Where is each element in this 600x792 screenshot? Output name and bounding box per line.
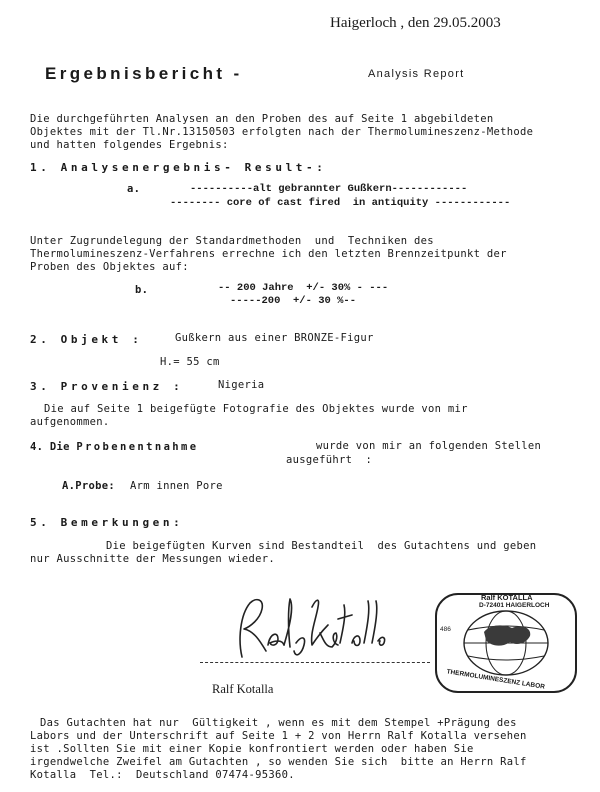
item-b-label: b. [135, 284, 149, 296]
section-4-heading-spaced: Probenentnahme [76, 441, 199, 453]
intro-line-1: Die durchgeführten Analysen an den Proben des auf Seite 1 abgebildeten [30, 113, 494, 125]
probe-value: Arm innen Pore [130, 480, 223, 492]
report-subtitle: Analysis Report [368, 68, 465, 80]
item-b-result-1: -- 200 Jahre +/- 30% - --- [218, 282, 389, 294]
method-line-1: Unter Zugrundelegung der Standardmethoden und Techniken des [30, 235, 434, 247]
report-title: Ergebnisbericht - [45, 64, 243, 83]
item-a-label: a. [127, 183, 141, 195]
item-a-result-de: ----------alt gebrannter Gußkern------------ [190, 183, 468, 195]
probe-label: A.Probe: [62, 480, 115, 492]
method-line-3: Proben des Objektes auf: [30, 261, 189, 273]
section-1-heading: 1. Analysenergebnis- Result-: [30, 161, 327, 174]
section-4-heading [30, 441, 198, 453]
stamp-bottom-text: THERMOLUMINESZENZ LABOR [446, 668, 546, 691]
sampling-text-1: wurde von mir an folgenden Stellen [316, 440, 542, 452]
signer-name: Ralf Kotalla [212, 682, 274, 696]
footer-line-1: Das Gutachten hat nur Gültigkeit , wenn es mit dem Stempel +Prägung des [40, 717, 517, 729]
footer-line-3: ist .Sollten Sie mit einer Kopie konfrontiert werden oder haben Sie [30, 743, 474, 755]
section-5-heading: 5. Bemerkungen: [30, 516, 184, 529]
laboratory-stamp [432, 588, 582, 698]
intro-line-2: Objektes mit der Tl.Nr.13150503 erfolgten nach der Thermolumineszenz-Methode [30, 126, 534, 138]
section-3-heading: 3. Provenienz : [30, 380, 184, 393]
item-a-result-en: -------- core of cast fired in antiquity ------------ [170, 197, 511, 209]
method-line-2: Thermolumineszenz-Verfahrens errechne ich den letzten Brennzeitpunkt der [30, 248, 507, 260]
signature-line [200, 662, 430, 663]
footer-line-5: Kotalla Tel.: Deutschland 07474-95360. [30, 769, 295, 781]
object-height: H.= 55 cm [160, 356, 220, 368]
stamp-top-name: Ralf KOTALLA [481, 593, 533, 602]
item-b-result-2: -----200 +/- 30 %-- [230, 295, 357, 307]
remarks-line-1: Die beigefügten Kurven sind Bestandteil des Gutachtens und geben [106, 540, 537, 552]
remarks-line-2: nur Ausschnitte der Messungen wieder. [30, 553, 275, 565]
section-2-heading: 2. Objekt : [30, 333, 143, 346]
intro-line-3: und hatten folgendes Ergebnis: [30, 139, 229, 151]
section-4-heading-prefix: 4. Die [30, 441, 70, 453]
provenance-line-1: Die auf Seite 1 beigefügte Fotografie des Objektes wurde von mir [44, 403, 468, 415]
place-date: Haigerloch , den 29.05.2003 [330, 15, 501, 31]
stamp-side-number: 486 [440, 626, 451, 633]
handwritten-signature [220, 585, 390, 665]
provenance-line-2: aufgenommen. [30, 416, 110, 428]
footer-line-2: Labors und der Unterschrift auf Seite 1 + 2 von Herrn Ralf Kotalla versehen [30, 730, 527, 742]
stamp-address: D-72401 HAIGERLOCH [479, 602, 550, 609]
object-value: Gußkern aus einer BRONZE-Figur [175, 332, 374, 344]
footer-line-4: irgendwelche Zweifel am Gutachten , so wenden Sie sich bitte an Herrn Ralf [30, 756, 527, 768]
sampling-text-2: ausgeführt : [286, 454, 373, 466]
provenance-value: Nigeria [218, 379, 265, 391]
